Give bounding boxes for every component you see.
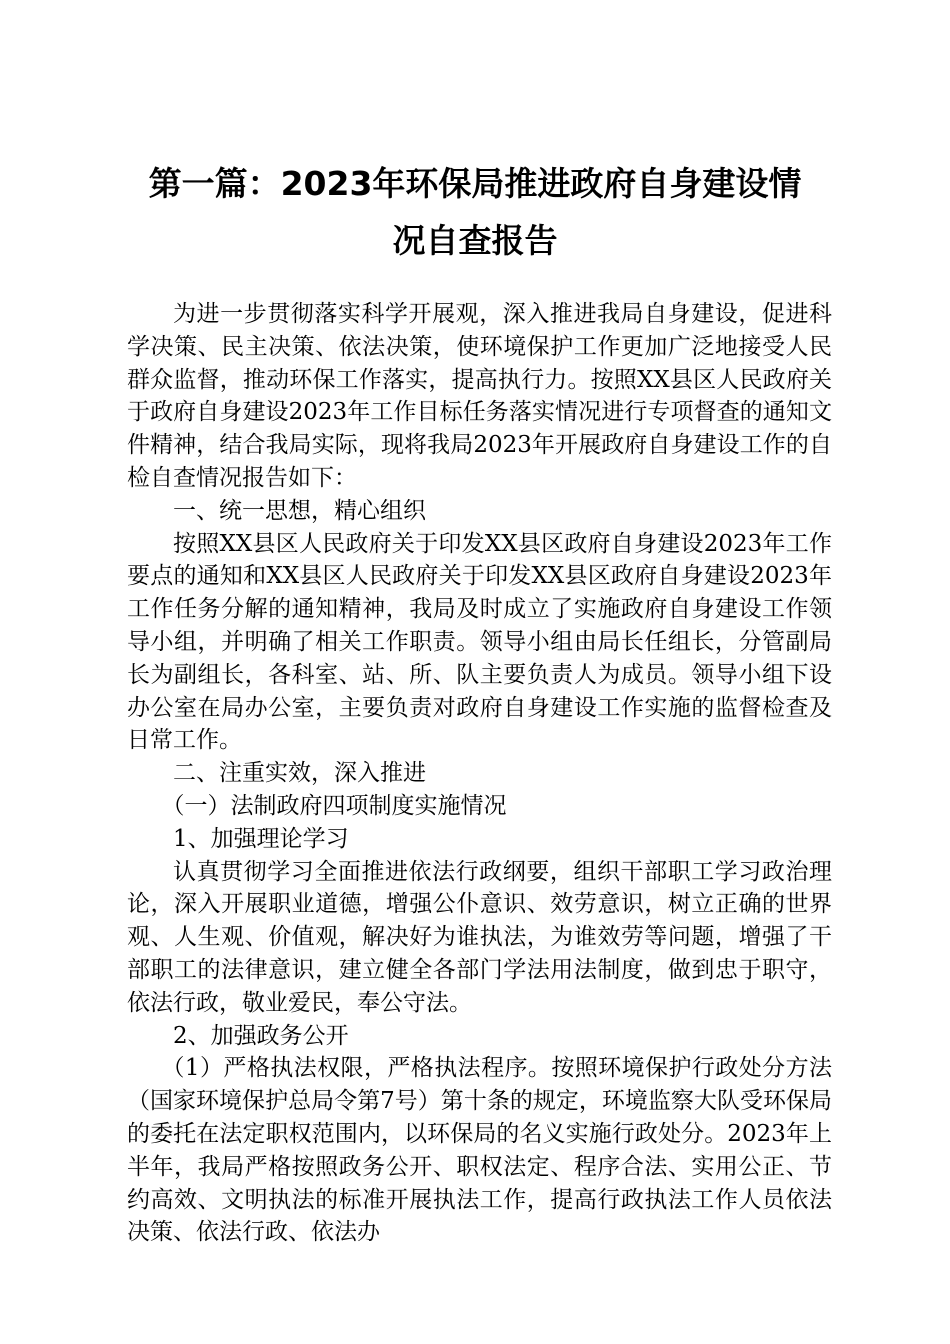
item-heading-1: 1、加强理论学习 xyxy=(173,825,349,852)
document-body xyxy=(127,298,832,1249)
document-title-line-1: 第一篇：2023年环保局推进政府自身建设情 xyxy=(148,164,802,203)
paragraph-intro: 为进一步贯彻落实科学开展观，深入推进我局自身建设，促进科学决策、民主决策、依法决策，使环境保护工作更加广泛地接受人民群众监督，推动环保工作落实，提高执行力。按照XX县区人民政府关于政府自身建设2023年工作目标任务落实情况进行专项督查的通知文件精神，结合我局实际，现将我局2023年开展政府自身建设工作的自检自查情况报告如下： xyxy=(127,301,832,491)
paragraph-theory-study: 认真贯彻学习全面推进依法行政纲要，组织干部职工学习政治理论，深入开展职业道德，增强公仆意识、效劳意识，树立正确的世界观、人生观、价值观，解决好为谁执法，为谁效劳等问题，增强了干部职工的法律意识，建立健全各部门学法用法制度，做到忠于职守，依法行政，敬业爱民，奉公守法。 xyxy=(127,858,832,1016)
subsection-heading-1: （一）法制政府四项制度实施情况 xyxy=(161,792,507,819)
section-heading-2: 二、注重实效，深入推进 xyxy=(173,760,426,787)
section-heading-1: 一、统一思想，精心组织 xyxy=(173,497,426,524)
paragraph-enforcement: （1）严格执法权限，严格执法程序。按照环境保护行政处分方法（国家环境保护总局令第7号）第十条的规定，环境监察大队受环保局的委托在法定职权范围内，以环保局的名义实施行政处分。2023年上半年，我局严格按照政务公开、职权法定、程序合法、实用公正、节约高效、文明执法的标准开展执法工作，提高行政执法工作人员依法决策、依法行政、依法办 xyxy=(127,1055,832,1246)
document-title-line-2: 况自查报告 xyxy=(392,221,558,260)
item-heading-2: 2、加强政务公开 xyxy=(173,1022,349,1049)
paragraph-organization: 按照XX县区人民政府关于印发XX县区政府自身建设2023年工作要点的通知和XX县区人民政府关于印发XX县区政府自身建设2023年工作任务分解的通知精神，我局及时成立了实施政府自身建设工作领导小组，并明确了相关工作职责。领导小组由局长任组长，分管副局长为副组长，各科室、站、所、队主要负责人为成员。领导小组下设办公室在局办公室，主要负责对政府自身建设工作实施的监督检查及日常工作。 xyxy=(127,530,832,754)
